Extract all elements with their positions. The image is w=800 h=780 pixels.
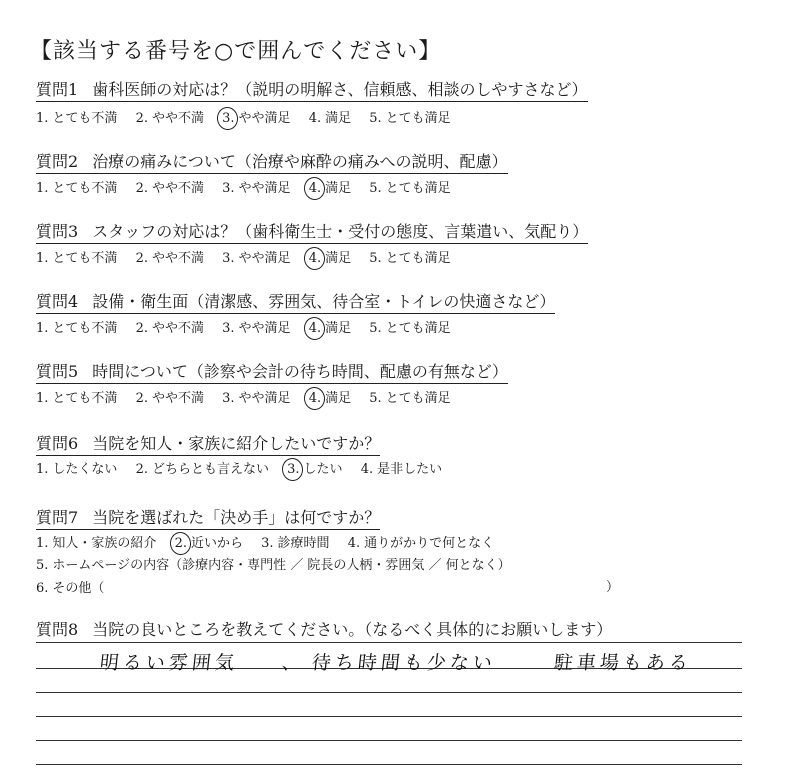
question-2-options: [36, 180, 465, 198]
question-7-options-line2: [36, 557, 525, 575]
question-4-options: [36, 320, 465, 338]
option-1[interactable]: 1. とても不満: [36, 391, 118, 406]
option-3[interactable]: 3. やや満足: [222, 391, 291, 406]
option-4[interactable]: 4. 是非したい: [360, 462, 443, 477]
question-text: 当院の良いところを教えてください。（なるべく具体的にお願いします）: [92, 620, 613, 639]
question-1-heading: [36, 80, 588, 102]
answer-8-handwritten-2: 待ち時間も少ない: [310, 652, 498, 674]
option-4[interactable]: 4. 通りがかりで何となく: [347, 536, 495, 551]
option-1[interactable]: 1. とても不満: [36, 321, 118, 336]
question-7-heading: [36, 508, 380, 530]
option-3[interactable]: 3. やや満足: [222, 321, 291, 336]
other-close-paren: ）: [606, 580, 620, 595]
option-3-circled[interactable]: 3. したい: [287, 462, 343, 477]
option-2[interactable]: 2. やや不満: [135, 391, 204, 406]
answer-line-6: [36, 764, 742, 765]
answer-line-4: [36, 716, 742, 717]
question-5-heading: [36, 362, 508, 384]
option-3[interactable]: 3. やや満足: [222, 251, 291, 266]
answer-8-handwritten-sep: 、: [280, 652, 307, 674]
option-4-circled[interactable]: 4. 満足: [308, 181, 352, 196]
question-7-options-line1: [36, 535, 508, 553]
question-number: 質問4: [36, 292, 79, 311]
question-number: 質問8: [36, 620, 79, 639]
answer-8-handwritten-1: 明るい雰囲気: [98, 652, 240, 674]
question-number: 質問5: [36, 362, 79, 381]
option-5[interactable]: 5. とても満足: [369, 111, 451, 126]
question-8-heading: [36, 620, 612, 641]
option-4-circled[interactable]: 4. 満足: [308, 391, 352, 406]
option-5[interactable]: 5. とても満足: [369, 321, 451, 336]
question-text: 歯科医師の対応は？（説明の明解さ、信頼感、相談のしやすさなど）: [92, 80, 588, 99]
question-3-heading: [36, 222, 588, 244]
question-text: 治療の痛みについて（治療や麻酔の痛みへの説明、配慮）: [92, 152, 508, 171]
question-text: 設備・衛生面（清潔感、雰囲気、待合室・トイレの快適さなど）: [92, 292, 556, 311]
question-number: 質問2: [36, 152, 79, 171]
option-5[interactable]: 5. ホームページの内容（診療内容・専門性 ／ 院長の人柄・雰囲気 ／ 何となく）: [36, 558, 511, 573]
option-1[interactable]: 1. とても不満: [36, 251, 118, 266]
option-2[interactable]: 2. やや不満: [135, 321, 204, 336]
option-1[interactable]: 1. 知人・家族の紹介: [36, 536, 157, 551]
option-5[interactable]: 5. とても満足: [369, 391, 451, 406]
question-text: 当院を知人・家族に紹介したいですか？: [92, 434, 381, 453]
option-3-circled[interactable]: 3. やや満足: [222, 111, 291, 126]
option-1[interactable]: 1. したくない: [36, 462, 118, 477]
question-number: 質問6: [36, 434, 79, 453]
option-4-circled[interactable]: 4. 満足: [308, 321, 352, 336]
option-3[interactable]: 3. 診療時間: [261, 536, 330, 551]
option-4[interactable]: 4. 満足: [308, 111, 352, 126]
question-1-options: [36, 110, 465, 128]
question-text: 当院を選ばれた「決め手」は何ですか？: [92, 508, 381, 527]
question-number: 質問7: [36, 508, 79, 527]
question-6-heading: [36, 434, 380, 456]
option-2[interactable]: 2. やや不満: [135, 181, 204, 196]
question-6-options: [36, 461, 456, 479]
option-2[interactable]: 2. やや不満: [135, 251, 204, 266]
question-7-options-line3: [36, 580, 118, 598]
answer-8-handwritten-3: 駐車場もある: [552, 652, 694, 674]
question-5-options: [36, 390, 465, 408]
question-4-heading: [36, 292, 555, 314]
answer-line-5: [36, 740, 742, 741]
option-1[interactable]: 1. とても不満: [36, 111, 118, 126]
option-2[interactable]: 2. やや不満: [135, 111, 204, 126]
option-2-circled[interactable]: 2. 近いから: [174, 536, 243, 551]
option-3[interactable]: 3. やや満足: [222, 181, 291, 196]
question-3-options: [36, 250, 465, 268]
question-number: 質問1: [36, 80, 79, 99]
question-2-heading: [36, 152, 508, 174]
question-text: スタッフの対応は？（歯科衛生士・受付の態度、言葉遣い、気配り）: [92, 222, 589, 241]
question-text: 時間について（診察や会計の待ち時間、配慮の有無など）: [92, 362, 508, 381]
answer-line-3: [36, 692, 742, 693]
option-1[interactable]: 1. とても不満: [36, 181, 118, 196]
option-5[interactable]: 5. とても満足: [369, 251, 451, 266]
option-6[interactable]: 6. その他（: [36, 581, 105, 596]
answer-line-1: [36, 642, 742, 643]
question-number: 質問3: [36, 222, 79, 241]
option-2[interactable]: 2. どちらとも言えない: [135, 462, 269, 477]
page-title: 【該当する番号を○で囲んでください】: [30, 39, 442, 64]
option-4-circled[interactable]: 4. 満足: [308, 251, 352, 266]
option-5[interactable]: 5. とても満足: [369, 181, 451, 196]
